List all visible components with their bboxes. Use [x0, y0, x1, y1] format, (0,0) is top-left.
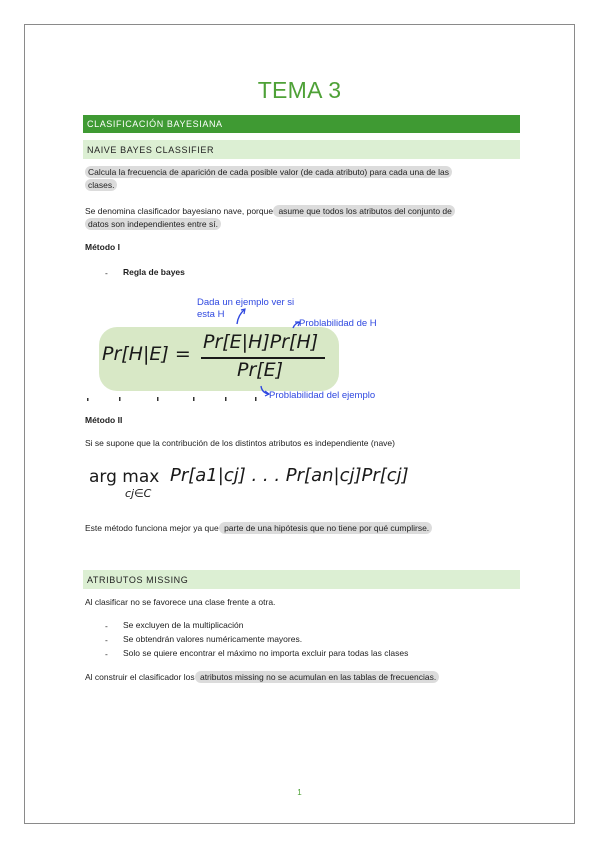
list-dash: -	[105, 268, 108, 278]
formula-lhs: Pr[H|E] =	[102, 343, 191, 365]
highlight-hipotesis: parte de una hipótesis que no tiene por qué cumplirse.	[219, 522, 432, 534]
highlight-frecuencia-2: clases.	[85, 179, 117, 191]
list-dash: -	[105, 649, 108, 659]
highlight-frecuencia-1: Calcula la frecuencia de aparición de cada posible valor (de cada atributo) para cada una de las	[85, 166, 452, 178]
method-1-heading: Método I	[85, 242, 120, 252]
annotation-prob-example: Problabilidad del ejemplo	[269, 390, 376, 401]
argmax-operator: arg max	[89, 467, 160, 487]
page-title: TEMA 3	[257, 77, 342, 103]
formula-denominator: Pr[E]	[237, 359, 284, 381]
page-number: 1	[297, 788, 302, 797]
paragraph-missing: Al clasificar no se favorece una clase frente a otra.	[85, 597, 276, 607]
paragraph-construir-text: Al construir el clasificador los	[85, 672, 195, 682]
paragraph-metodo-mejor	[85, 522, 432, 535]
highlight-tablas: atributos missing no se acumulan en las tablas de frecuencias.	[195, 671, 440, 683]
argmax-expression: Pr[a1|cj] . . . Pr[an|cj]Pr[cj]	[170, 465, 409, 486]
list-item: Se excluyen de la multiplicación	[123, 620, 244, 630]
list-dash: -	[105, 635, 108, 645]
list-item: Se obtendrán valores numéricamente mayores.	[123, 634, 303, 644]
list-item: Solo se quiere encontrar el máximo no importa excluir para todas las clases	[123, 648, 409, 658]
paragraph-metodo-mejor-text: Este método funciona mejor ya que	[85, 523, 219, 533]
method-2-text: Si se supone que la contribución de los distintos atributos es independiente (nave)	[85, 438, 395, 448]
dotted-marks	[87, 397, 257, 401]
formula-numerator: Pr[E|H]Pr[H]	[203, 331, 319, 353]
argmax-subscript: cj∈C	[125, 487, 152, 500]
annotation-example-line2: esta H	[197, 309, 225, 320]
section-heading-clasificacion: CLASIFICACIÓN BAYESIANA	[83, 115, 520, 133]
subsection-heading-missing: ATRIBUTOS MISSING	[83, 570, 520, 589]
method-1-item: Regla de bayes	[123, 267, 185, 277]
document-page	[24, 24, 575, 824]
subsection-heading-naive-bayes: NAIVE BAYES CLASSIFIER	[83, 140, 520, 159]
annotation-prob-h: Problabilidad de H	[299, 318, 377, 329]
annotation-example-line1: Dada un ejemplo ver si	[197, 297, 295, 308]
annotation-arrows	[25, 25, 576, 425]
highlight-independientes-1: asume que todos los atributos del conjunto de	[273, 205, 455, 217]
arrow-up-icon	[237, 309, 245, 324]
method-2-heading: Método II	[85, 415, 123, 425]
list-dash: -	[105, 621, 108, 631]
highlight-independientes-2: datos son independientes entre sí.	[85, 218, 221, 230]
paragraph-construir	[85, 671, 439, 684]
paragraph-clasificador-text: Se denomina clasificador bayesiano nave, porque	[85, 206, 274, 216]
